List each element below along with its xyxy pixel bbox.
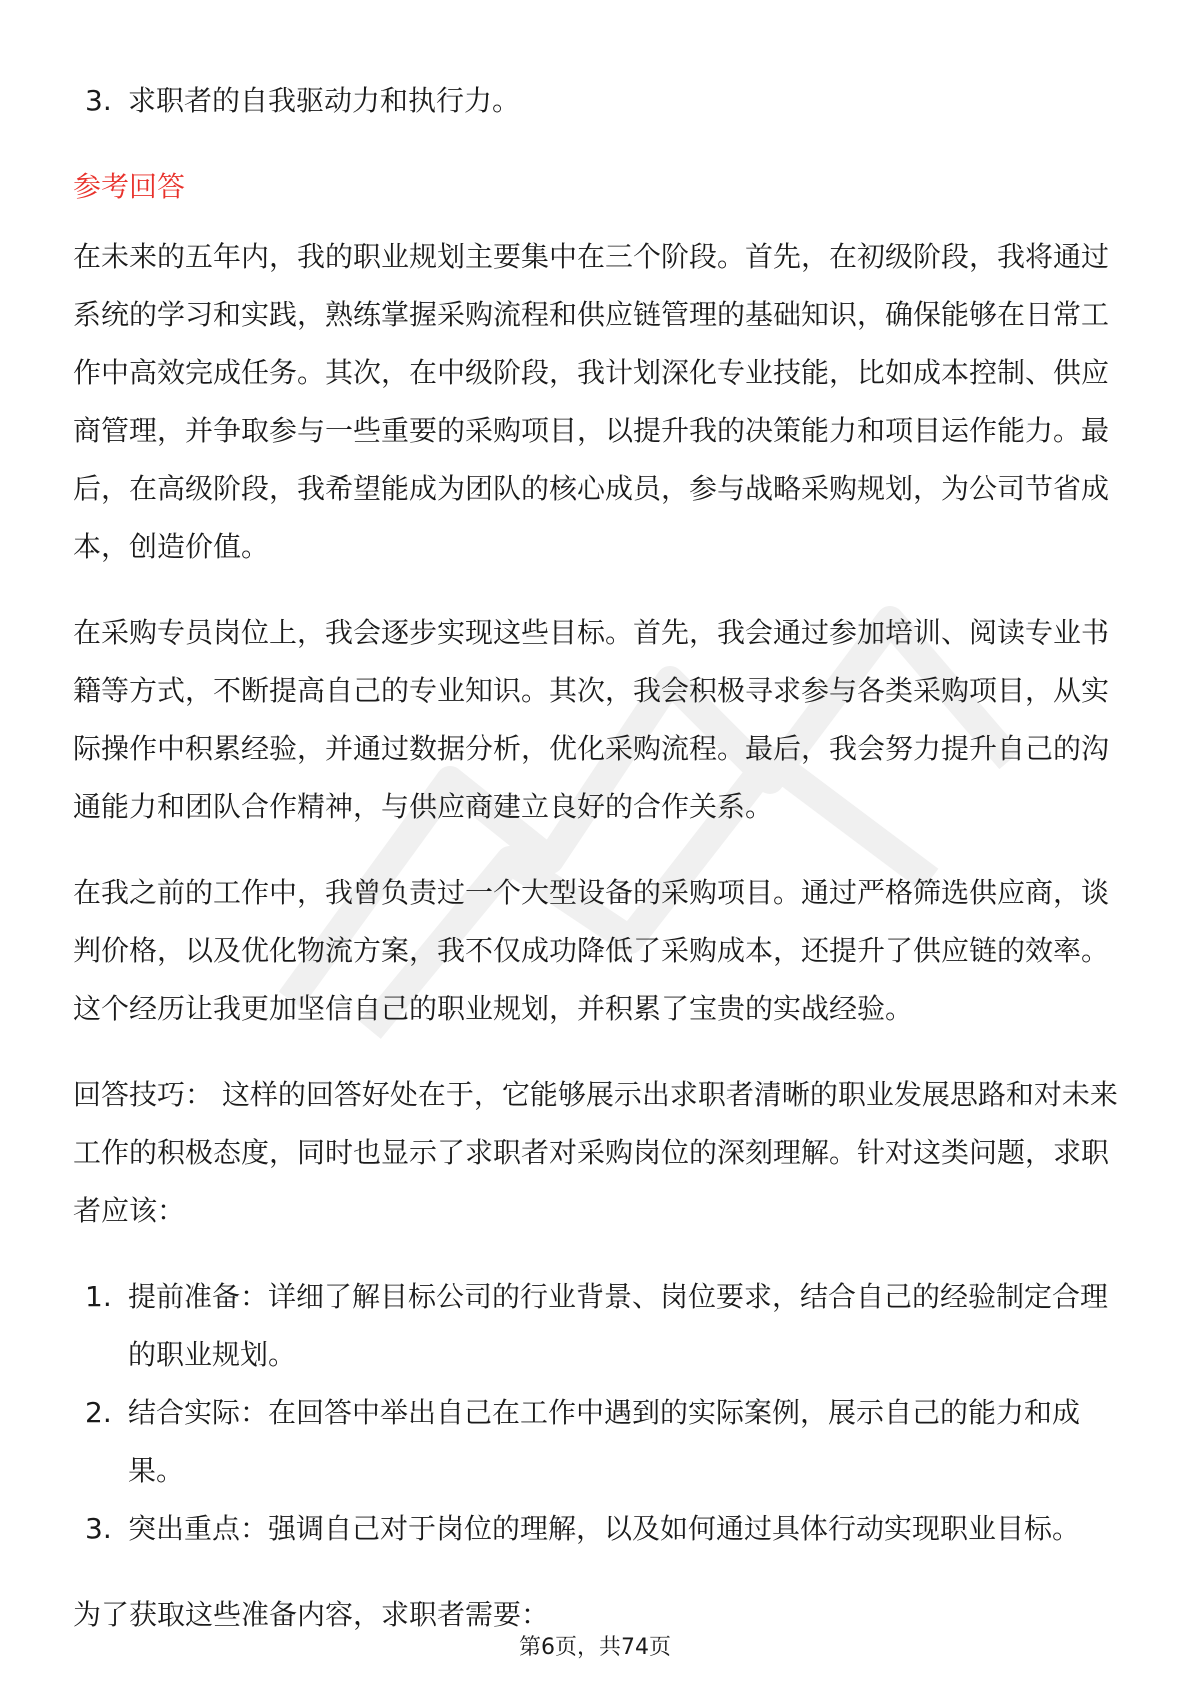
paragraph: 在采购专员岗位上，我会逐步实现这些目标。首先，我会通过参加培训、阅读专业书籍等方式，不断提高自己的专业知识。其次，我会积极寻求参与各类采购项目，从实际操作中积累经验，并通过数据分析，优化采购流程。最后，我会努力提升自己的沟通能力和团队合作精神，与供应商建立良好的合作关系。	[73, 616, 1110, 823]
document-content	[73, 68, 1123, 1672]
list-item	[73, 1500, 1123, 1558]
list-item-number: 3.	[85, 1512, 112, 1545]
list-item-text: 突出重点：强调自己对于岗位的理解，以及如何通过具体行动实现职业目标。	[128, 1512, 1081, 1545]
page-footer: 第6页，共74页	[519, 1635, 671, 1660]
closing-line: 为了获取这些准备内容，求职者需要：	[73, 1598, 550, 1631]
list-item	[73, 1268, 1123, 1384]
list-item-number: 1.	[85, 1280, 112, 1313]
tips-intro-paragraph: 回答技巧： 这样的回答好处在于，它能够展示出求职者清晰的职业发展思路和对未来工作的积极态度，同时也显示了求职者对采购岗位的深刻理解。针对这类问题，求职者应该：	[73, 1078, 1118, 1227]
paragraph: 在我之前的工作中，我曾负责过一个大型设备的采购项目。通过严格筛选供应商，谈判价格，以及优化物流方案，我不仅成功降低了采购成本，还提升了供应链的效率。这个经历让我更加坚信自己的职业规划，并积累了宝贵的实战经验。	[73, 876, 1110, 1025]
list-item-number: 2.	[85, 1396, 112, 1429]
list-item-text: 结合实际：在回答中举出自己在工作中遇到的实际案例，展示自己的能力和成果。	[128, 1396, 1081, 1487]
list-item-number: 3.	[85, 84, 112, 117]
paragraph: 在未来的五年内，我的职业规划主要集中在三个阶段。首先，在初级阶段，我将通过系统的学习和实践，熟练掌握采购流程和供应链管理的基础知识，确保能够在日常工作中高效完成任务。其次，在中级阶段，我计划深化专业技能，比如成本控制、供应商管理，并争取参与一些重要的采购项目，以提升我的决策能力和项目运作能力。最后，在高级阶段，我希望能成为团队的核心成员，参与战略采购规划，为公司节省成本，创造价值。	[73, 240, 1110, 563]
answer-heading: 参考回答	[73, 170, 186, 203]
list-item	[73, 1384, 1123, 1500]
list-item-text: 求职者的自我驱动力和执行力。	[128, 84, 521, 117]
top-numbered-list	[73, 72, 1123, 130]
list-item	[73, 72, 1123, 130]
tips-numbered-list	[73, 1268, 1123, 1558]
list-item-text: 提前准备：详细了解目标公司的行业背景、岗位要求，结合自己的经验制定合理的职业规划。	[128, 1280, 1109, 1371]
